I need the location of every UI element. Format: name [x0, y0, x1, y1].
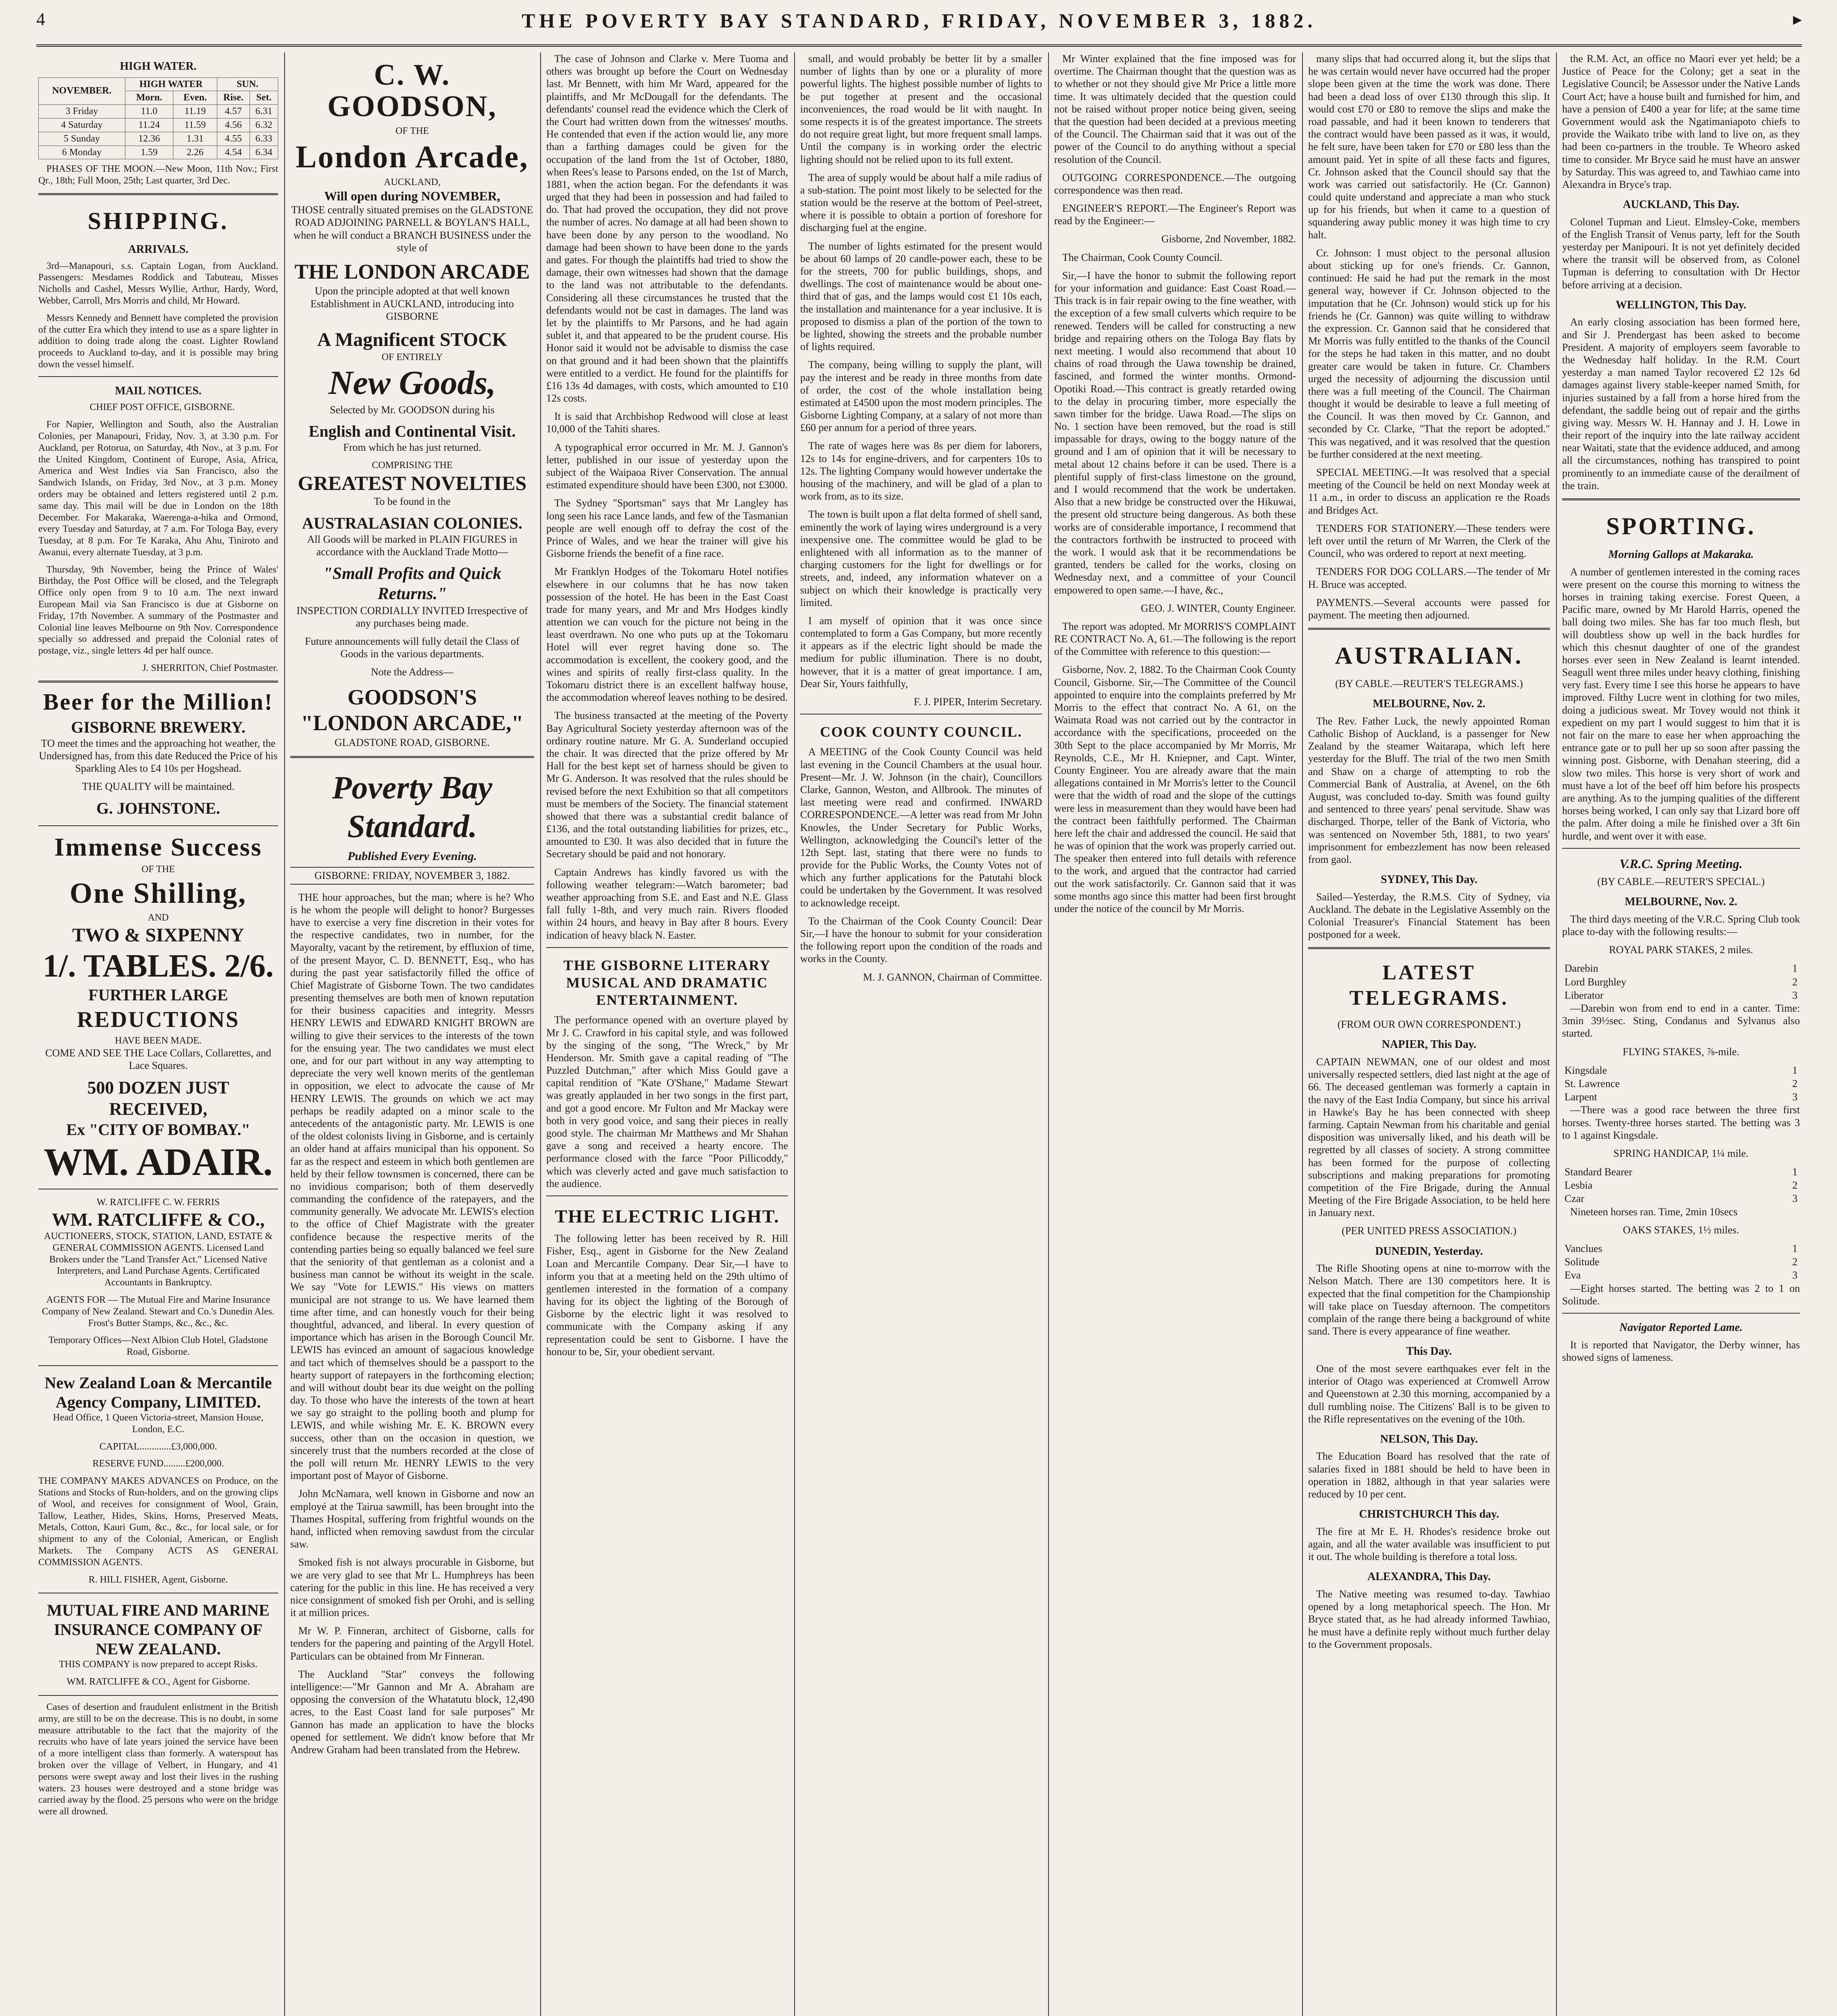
- press-association: (PER UNITED PRESS ASSOCIATION.): [1342, 1225, 1517, 1237]
- tables-title: 1/. TABLES. 2/6.: [43, 948, 274, 984]
- divider: [38, 1695, 278, 1696]
- tide-cell: 2.26: [173, 146, 217, 159]
- placing: 3: [1792, 989, 1797, 1001]
- tide-cell: 4.56: [217, 118, 250, 132]
- horse-name: Solitude: [1564, 1256, 1600, 1268]
- auckland-dateline: AUCKLAND, This Day.: [1623, 198, 1739, 211]
- tide-cell: 6 Monday: [39, 146, 125, 159]
- placing: 3: [1792, 1091, 1797, 1103]
- placing: 2: [1792, 1256, 1797, 1268]
- electric-light-text: The following letter has been received by R. Hill Fisher, Esq., agent in Gisborne for the New Zealand Loan and Mercantile Company. Dear Sir,—I have to inform you that at a meeting held on the 29th ultimo of gentlemen interested in the formation of a company having for its object the lighting of the Borough of Gisborne by the electric light it was resolved to communicate with the Company asking if any representation could be sent to Gisborne. I have the honour to be, Sir, your obedient servant.: [546, 1233, 788, 1358]
- table-row: [39, 105, 278, 119]
- tide-cell: 3 Friday: [39, 105, 125, 119]
- nelson-dateline: NELSON, This Day.: [1380, 1433, 1478, 1445]
- placing: 2: [1792, 1077, 1797, 1089]
- news-paragraph: Mr Winter explained that the fine imposed was for overtime. The Chairman thought that the question was as to whether or not they should give Mr Price a little more time. It was ultimately decided that the question could not be raised without proper notice being given, seeing that the question had been decided at a previous meeting of the Council. The Chairman said that it was out of the power of the Council to do anything without a special resolution of the Council.: [1054, 53, 1296, 165]
- flying-stakes-note: —There was a good race between the three first horses. Twenty-three horses started. The betting was 3 to 1 against Kingsdale.: [1562, 1104, 1800, 1141]
- tide-cell: 11.59: [173, 118, 217, 132]
- tide-cell: 12.36: [125, 132, 173, 146]
- christchurch-dateline: CHRISTCHURCH This day.: [1359, 1508, 1499, 1521]
- australian-heading: AUSTRALIAN.: [1335, 642, 1523, 669]
- auckland-label: AUCKLAND,: [384, 177, 441, 188]
- tide-header: Set.: [250, 91, 278, 105]
- news-paragraph: The Sydney "Sportsman" says that Mr Langley has long seen his race Lance lands, and few of the Tasmanian people are well enough off to defray the cost of the Prince of Wales, and we hear the trainer will give his Gisborne friends the benefit of a fine race.: [546, 497, 788, 560]
- mutual-text: THIS COMPANY is now prepared to accept Risks.: [59, 1659, 258, 1670]
- news-paragraph: Mr Franklyn Hodges of the Tokomaru Hotel notifies elsewhere in our columns that he has now taken possession of the hotel. He has been in the East Coast trade for many years, and Mr and Mrs Hodges kindly attention we can vouch for the picture not being in the least overdrawn. No one who puts up at the Tokomaru Hotel will ever regret having done so. The accommodation is excellent, the cookery good, and the wines and spirits of really first-class quality. In the Tokomaru district there is an excellent halfway house, the accommodation whereof leaves nothing to be desired.: [546, 566, 788, 704]
- lace-ship: Ex "CITY OF BOMBAY.": [66, 1120, 250, 1139]
- tide-cell: 11.24: [125, 118, 173, 132]
- published-note: Published Every Evening.: [347, 850, 477, 863]
- entirely: OF ENTIRELY: [381, 352, 443, 362]
- news-paragraph: The Auckland "Star" conveys the following intelligence:—"Mr Gannon and Mr A. Abraham are opposing the conversion of the Whatatutu block, 12,490 acres, to the East Coast land for sale purposes" Mr Gannon has made an application to have the blocks opened for settlement. We didn't know before that Mr Andrew Graham had been translated from the Hebrew.: [290, 1668, 534, 1756]
- divider: [546, 1195, 788, 1196]
- news-paragraph: John McNamara, well known in Gisborne and now an employé at the Tairua sawmill, has been brought into the Thames Hospital, suffering from frightful wounds on the hand, inflicted when removing sawdust from the circular saw.: [290, 1488, 534, 1550]
- tenders-collars: TENDERS FOR DOG COLLARS.—The tender of Mr H. Bruce was accepted.: [1308, 566, 1550, 590]
- lace-dozen: 500 DOZEN JUST RECEIVED,: [87, 1078, 229, 1119]
- horse-name: Kingsdale: [1564, 1064, 1607, 1076]
- ratcliffe-agents: AGENTS FOR — The Mutual Fire and Marine Insurance Company of New Zealand. Stewart and Co.'s Dunedin Ales. Frost's Butter Stamps, &c., &c., &c.: [42, 1295, 275, 1329]
- news-paragraph: The case of Johnson and Clarke v. Mere Tuoma and others was brought up before the Court on Wednesday last. Mr Bennett, with him Mr Ward, appeared for the plaintiffs, and Mr McDougall for the defendants. The defendants' counsel read the evidence which the Clerk of the Court had written down from the witnesses' mouths. He contended that even if the action would lie, any more than a farthing damages could be given for the occupation of the land from the 1st of October, 1880, when Rees's lease to Parsons ended, on the 1st of March, 1881, when the action began. For the defendants it was urged that they had been in possession and had failed to do. That had proved the occupation, they did not prove the number of acres. No damage at all had been shown to have been done by any person to the woodland. No damage had been shown to have been done to the yards and gates. For though the plaintiffs had tried to show the damage, their own witnesses had shown that the damage to the land was not attributable to the defendants. Considering all these circumstances he trusted that the defendants would not be cast in damages. The land was let by the plaintiffs to Mr Parsons, and he had again sublet it, and that appeared to be the prudent course. His Honor said it would not be advisable to dismiss the case on that ground and it had been shown that the plaintiffs were entitled to a verdict. He found for the plaintiffs for £16 13s 4d damages, with costs, which amounted to £10 12s costs.: [546, 53, 788, 404]
- high-water-title: HIGH WATER.: [120, 60, 197, 73]
- page-number: 4: [36, 9, 45, 29]
- shipping-note: Messrs Kennedy and Bennett have completed the provision of the cutter Era which they intend to use as a spare lighter in addition to doing trade along the coast. Lighter Rowland proceeds to Auckland to-day, and it is possible may bring down the vessel himself.: [38, 312, 278, 370]
- news-paragraph: Smoked fish is not always procurable in Gisborne, but we are very glad to see that Mr L. Humphreys has been catering for the public in this line. He has received a very nice consignment of smoked fish per Orohi, and is selling it at million prices.: [290, 1556, 534, 1619]
- selected: Selected by Mr. GOODSON during his: [330, 404, 495, 416]
- tide-header: NOVEMBER.: [39, 77, 125, 105]
- tide-cell: 6.32: [250, 118, 278, 132]
- sydney-dateline: SYDNEY, This Day.: [1381, 873, 1477, 886]
- australasian: AUSTRALASIAN COLONIES.: [302, 514, 522, 532]
- tide-header: Rise.: [217, 91, 250, 105]
- two-sixpenny: TWO & SIXPENNY: [72, 924, 244, 946]
- oaks-heading: OAKS STAKES, 1½ miles.: [1623, 1224, 1739, 1236]
- table-row: [1562, 1179, 1800, 1192]
- goodson-text-1: THOSE centrally situated premises on the GLADSTONE ROAD ADJOINING PARNELL & BOYLAN'S HALL, when he will conduct a BRANCH BUSINESS under the style of: [291, 204, 533, 254]
- horse-name: Standard Bearer: [1564, 1166, 1633, 1178]
- brewery-signature: G. JOHNSTONE.: [96, 799, 221, 817]
- goodson-ad: [290, 60, 534, 749]
- new-goods: New Goods,: [328, 364, 496, 402]
- column-6: [1308, 52, 1550, 2016]
- divider: [1308, 947, 1550, 949]
- newspaper-header: THE POVERTY BAY STANDARD, FRIDAY, NOVEMBER 3, 1882.: [522, 9, 1317, 32]
- arrivals-heading: ARRIVALS.: [128, 243, 189, 256]
- alexandra-dateline: ALEXANDRA, This Day.: [1367, 1570, 1491, 1583]
- royal-park-results: [1562, 962, 1800, 1002]
- reductions: REDUCTIONS: [77, 1007, 240, 1033]
- column-4: [800, 52, 1042, 2016]
- mail-text: For Napier, Wellington and South, also the Australian Colonies, per Manapouri, Friday, Nov. 3, at 3.30 p.m. For Auckland, per Rotorua, on Saturday, 4th Nov., at 3 p.m. For the United Kingdom, Continent of Europe, Asia, Africa, America and West Indies via San Francisco, also the Sandwich Islands, on Friday, 3rd Nov., at 3 p.m. Money orders may be obtained and letters registered until 2 p.m. same day. This mail will be due in London on the 18th December. For Makaraka, Waerenga-a-hika and Ormond, every Tuesday and Saturday, at 7 a.m. For Tologa Bay, every Tuesday, at 8 p.m. For Te Karaka, Ahu Ahu, Tiniroto and Awanui, every alternate Tuesday, at 3 p.m.: [38, 419, 278, 558]
- horse-name: Larpent: [1564, 1091, 1597, 1103]
- table-row: [39, 146, 278, 159]
- spring-handicap-note: Nineteen horses ran. Time, 2min 10secs: [1570, 1206, 1738, 1218]
- report-to: The Chairman, Cook County Council.: [1062, 251, 1223, 263]
- vrc-text: The third days meeting of the V.R.C. Spring Club took place to-day with the following results:—: [1562, 913, 1800, 938]
- column-3: [546, 52, 788, 2016]
- brewery-ad: [38, 690, 278, 818]
- table-row: [1562, 1192, 1800, 1205]
- brewery-quality: THE QUALITY will be maintained.: [82, 781, 235, 793]
- divider: [290, 756, 534, 758]
- nz-capital: CAPITAL.............£3,000,000.: [99, 1441, 217, 1452]
- royal-park-note: —Darebin won from end to end in a canter. Time: 3min 39½sec. Sting, Condanus and Sylvanus also started.: [1562, 1002, 1800, 1039]
- placing: 1: [1792, 1064, 1797, 1076]
- table-row: [1562, 1090, 1800, 1104]
- engineer-signature: GEO. J. WINTER, County Engineer.: [1140, 602, 1296, 614]
- inspection: INSPECTION CORDIALLY INVITED Irrespective of any purchases being made.: [296, 604, 528, 629]
- table-row: [1562, 975, 1800, 989]
- of-the: OF THE: [395, 126, 429, 137]
- table-row: [1562, 1268, 1800, 1282]
- placing: 1: [1792, 1166, 1797, 1178]
- mutual-ad: [38, 1601, 278, 1688]
- brewery-name: GISBORNE BREWERY.: [71, 718, 245, 736]
- ratcliffe-header: W. RATCLIFFE C. W. FERRIS: [96, 1197, 220, 1208]
- tide-header: Morn.: [125, 91, 173, 105]
- shipping-heading: SHIPPING.: [87, 207, 229, 234]
- one-shilling: One Shilling,: [69, 877, 247, 910]
- mail-heading: MAIL NOTICES.: [115, 384, 202, 397]
- masthead: [36, 9, 1802, 37]
- news-paragraph: A typographical error occurred in Mr. M. J. Gannon's letter, published in our issue of yesterday upon the subject of the Waipaoa River Conservation. The annual estimated expenditure should have been £300, not £3000.: [546, 441, 788, 491]
- magnificent-stock: A Magnificent STOCK: [317, 329, 508, 350]
- tide-cell: 1.59: [125, 146, 173, 159]
- greatest-novelties: GREATEST NOVELTIES: [297, 472, 527, 495]
- mail-text-2: Thursday, 9th November, being the Prince of Wales' Birthday, the Post Office will be closed, and the Telegraph Office only open from 9 to 10 a.m. The next inward European Mail via San Francisco is due at Gisborne on Friday, 17th November. A summary of the Postmaster and Colonial line leaves Melbourne on 9th Nov. Correspondence specially so addressed and prepaid the Colonial rates of postage, viz., single letters 4d per half ounce.: [38, 564, 278, 656]
- special-meeting: SPECIAL MEETING.—It was resolved that a special meeting of the Council be held on next Monday week at 11 a.m., in order to discuss an application re the Roads and Bridges Act.: [1308, 467, 1550, 516]
- ratcliffe-name: WM. RATCLIFFE & CO.,: [52, 1209, 265, 1230]
- table-row: [1562, 1255, 1800, 1268]
- letter-text: To the Chairman of the Cook County Council: Dear Sir,—I have the honour to submit for your consideration the following report upon the condition of the roads and works in the County.: [800, 915, 1042, 965]
- horse-name: Lord Burghley: [1564, 976, 1627, 988]
- wellington-dateline: WELLINGTON, This Day.: [1615, 298, 1747, 311]
- trade-motto: "Small Profits and Quick Returns.": [323, 564, 501, 604]
- beer-title: Beer for the Million!: [43, 688, 274, 715]
- horse-name: Lesbia: [1564, 1179, 1593, 1191]
- royal-park-heading: ROYAL PARK STAKES, 2 miles.: [1609, 944, 1753, 956]
- own-correspondent: (FROM OUR OWN CORRESPONDENT.): [1337, 1018, 1521, 1031]
- have-been-made: HAVE BEEN MADE.: [115, 1035, 202, 1046]
- flying-stakes-results: [1562, 1064, 1800, 1104]
- english-continental: English and Continental Visit.: [308, 422, 516, 441]
- placing: 3: [1792, 1269, 1797, 1281]
- latest-telegrams-heading: LATEST TELEGRAMS.: [1349, 961, 1509, 1010]
- column-rule: [1048, 52, 1049, 2016]
- melbourne-dateline: MELBOURNE, Nov. 2.: [1373, 698, 1485, 710]
- column-rule: [284, 52, 285, 2016]
- mail-signature: J. SHERRITON, Chief Postmaster.: [142, 663, 278, 674]
- nz-loan-title: New Zealand Loan & Mercantile Agency Company, LIMITED.: [44, 1373, 272, 1411]
- news-paragraph: The report was adopted. Mr MORRIS'S COMPLAINT RE CONTRACT No. A, 61.—The following is the report of the Committee with reference to this question:—: [1054, 620, 1296, 658]
- future-announcements: Future announcements will fully detail the Class of Goods in the various departments.: [305, 635, 520, 660]
- nz-signature: R. HILL FISHER, Agent, Gisborne.: [88, 1574, 228, 1585]
- divider: [38, 825, 278, 826]
- divider: [546, 947, 788, 948]
- flying-stakes-heading: FLYING STAKES, ⅞-mile.: [1623, 1045, 1739, 1058]
- column-7: [1562, 52, 1800, 2016]
- ratcliffe-ad: [38, 1197, 278, 1358]
- tide-cell: 4 Saturday: [39, 118, 125, 132]
- table-row: [1562, 1242, 1800, 1255]
- divider: [38, 376, 278, 377]
- address-3: GLADSTONE ROAD, GISBORNE.: [334, 737, 490, 749]
- goodson-name: C. W. GOODSON,: [327, 58, 497, 123]
- dunedin-text: The Rifle Shooting opens at nine to-morrow with the Nelson Match. There are 130 competitors here. It is expected that the final competition for the Championship will take place on Tuesday afternoon. The competitors complain of the range there being a background of white sand. There is every appearance of fine weather.: [1308, 1262, 1550, 1337]
- horse-name: Czar: [1564, 1193, 1585, 1205]
- table-row: [39, 118, 278, 132]
- napier-dateline: NAPIER, This Day.: [1381, 1038, 1477, 1051]
- news-paragraph: I am myself of opinion that it was once since contemplated to form a Gas Company, but more recently it appears as if the electric light should be made the medium for public illumination. There is no doubt, however, that it is a matter of great importance. I am, Dear Sir, Yours faithfully,: [800, 614, 1042, 689]
- arrivals-text: 3rd—Manapouri, s.s. Captain Logan, from Auckland. Passengers: Mesdames Roddick and Tabuteau, Misses Nicholls and Cashel, Messrs Wyllie, Arthur, Hardy, Word, Webber, Carroll, Mrs Morris and child, Mr Howard.: [38, 260, 278, 306]
- horse-name: Liberator: [1564, 989, 1604, 1001]
- news-paragraph: the R.M. Act, an office no Maori ever yet held; be a Justice of Peace for the Colony; get a seat in the Legislative Council; be Assessor under the Native Lands Court Act; have a house built and furnished for him, and have a pension of £400 a year for life; at the same time Government would ask the Ngatimaniapoto chiefs to provide the Waikato tribe with land to live on, as they had been co-partners in the trouble. Te Wheoro asked time to consider. Mr Bryce said he must have an answer by Saturday. This was agreed to, and Tawhiao came into Alexandra in Bryce's trap.: [1562, 53, 1800, 190]
- tide-table: [38, 77, 278, 160]
- tide-cell: 4.55: [217, 132, 250, 146]
- gallops-text: A number of gentlemen interested in the coming races were present on the course this morning to witness the horses in training taking exercise. Forest Queen, a Pacific mare, owned by Mr Harold Harris, opened the ball doing two miles. She has far too much flesh, but will doubtless show up well in the back hurdles for which this chesnut daughter of one of the grandest horses ever seen in New Zealand is learnt intended. Seagull went three miles under heavy clothing, finishing very fast. Every time I see this horse he appears to have improved. Filthy Lucre went in clothing for two miles, doing a judicious sweat. Mr Tovey would not think it expedient on my part I would suggest to him that it is not fair on the mare to ease her when approaching the entrance gate or to pull her up so soon after passing the winning post. Gisborne, with Denahan steering, did a slow two miles. This horse is very short of work and must have a lot of the beef off him before his prospects are anything. As to the jumping qualities of the different horses being worked, I can only say that Lizard bore off the palm. After doing a mile he finished over a 3ft 6in hurdle, and went over it with ease.: [1562, 566, 1800, 842]
- nz-text: THE COMPANY MAKES ADVANCES on Produce, on the Stations and Stocks of Run-holders, and on the growing clips of Wool, and receives for consignment of Wool, Grain, Tallow, Leather, Hides, Skins, Horns, Preserved Meats, Metals, Cotton, Kauri Gum, &c., &c., for local sale, or for shipment to any of the Colonial, American, or English Markets. The Company ACTS AS GENERAL COMMISSION AGENTS.: [38, 1476, 278, 1568]
- goods-marked: All Goods will be marked in PLAIN FIGURES in accordance with the Auckland Trade Motto—: [307, 533, 518, 558]
- dateline: GISBORNE: FRIDAY, NOVEMBER 3, 1882.: [290, 867, 534, 884]
- tide-group: HIGH WATER: [125, 77, 217, 91]
- oaks-note: —Eight horses started. The betting was 2 to 1 on Solitude.: [1562, 1282, 1800, 1307]
- column-5: [1054, 52, 1296, 2016]
- the-london-arcade: THE LONDON ARCADE: [294, 260, 530, 283]
- vrc-dateline: MELBOURNE, Nov. 2.: [1625, 896, 1737, 908]
- ratcliffe-text: AUCTIONEERS, STOCK, STATION, LAND, ESTATE & GENERAL COMMISSION AGENTS. Licensed Land Brokers under the "Land Transfer Act." Licensed Native Interpreters, and Land Purchase Agents. Certificated Accountants in Bankruptcy.: [44, 1231, 273, 1288]
- news-paragraph: It is said that Archbishop Redwood will close at least 10,000 of the Tahiti shares.: [546, 410, 788, 435]
- tide-cell: 6.34: [250, 146, 278, 159]
- placing: 2: [1792, 1179, 1797, 1191]
- placing: 1: [1792, 1243, 1797, 1255]
- news-paragraph: Cases of desertion and fraudulent enlistment in the British army, are still to be on the decrease. This is no doubt, in some measure attributable to the fact that the majority of the recruits who have of late years joined the service have been of a more intelligent class than formerly. A waterspout has broken over the village of Velbert, in Hungary, and 41 persons were swept away and lost their lives in the rushing waters. 23 houses were destroyed and a stone bridge was carried away by the flood. 25 persons who were on the bridge were all drowned.: [38, 1702, 278, 1817]
- corner-mark: ▸: [1793, 9, 1802, 29]
- table-row: [39, 132, 278, 146]
- horse-name: Vanclues: [1564, 1243, 1602, 1255]
- sydney-text: Sailed—Yesterday, the R.M.S. City of Sydney, via Auckland. The debate in the Legislative Assembly on the Colonial Treasurer's Financial Statement has been postponed for a week.: [1308, 891, 1550, 941]
- placing: 3: [1792, 1193, 1797, 1205]
- table-row: [1562, 989, 1800, 1002]
- news-paragraph: The town is built upon a flat delta formed of shell sand, eminently the work of laying wires underground is a very inexpensive one. The committee would be glad to be enlightened with all information as to the manner of charging customers for the light for dwellings or for streets, and, indeed, any information whatever on a subject on which their knowledge is practically very limited.: [800, 508, 1042, 608]
- christchurch-text: The fire at Mr E. H. Rhodes's residence broke out again, and all the water available was insufficient to put it out. The whole building is therefore a total loss.: [1308, 1525, 1550, 1563]
- header-rule: [36, 44, 1802, 47]
- dunedin-dateline: DUNEDIN, Yesterday.: [1375, 1245, 1483, 1258]
- report-date: Gisborne, 2nd November, 1882.: [1161, 233, 1296, 245]
- letter-signature: F. J. PIPER, Interim Secretary.: [913, 696, 1042, 708]
- alexandra-text: The Native meeting was resumed to-day. Tawhiao opened by a long metaphorical speech. The Hon. Mr Bryce stated that, as he had already informed Tawhiao, he must have a definite reply without much further delay to the Government proposals.: [1308, 1588, 1550, 1650]
- news-paragraph: The company, being willing to supply the plant, will pay the interest and be ready in three months from date of order, the cost of the whole installation being estimated at £4500 upon the most modern principles. The Gisborne Lighting Company, at a salary of not more than £60 per annum for a period of three years.: [800, 359, 1042, 434]
- brewery-text: TO meet the times and the approaching hot weather, the Undersigned has, from this date Reduced the Price of his Sparkling Ales to £4 10s per Hogshead.: [39, 737, 278, 775]
- spring-handicap-heading: SPRING HANDICAP, 1¼ mile.: [1613, 1147, 1749, 1159]
- address-2: "LONDON ARCADE,": [301, 711, 524, 735]
- news-paragraph: The area of supply would be about half a mile radius of a sub-station. The point most likely to be selected for the station would be the reserve at the bottom of Peel-street, where it is possible to obtain a portion of foreshore for discharging fuel at the engine.: [800, 171, 1042, 234]
- news-paragraph: Mr W. P. Finneran, architect of Gisborne, calls for tenders for the papering and painting of the Argyll Hotel. Particulars can be obtained from Mr Finneran.: [290, 1625, 534, 1662]
- vrc-cable: (BY CABLE.—REUTER'S SPECIAL.): [1597, 876, 1765, 888]
- tide-cell: 6.31: [250, 105, 278, 119]
- sporting-heading: SPORTING.: [1606, 513, 1756, 539]
- tenders-stationery: TENDERS FOR STATIONERY.—These tenders were left over until the return of Mr Warren, the Clerk of the Council, who was ordered to report at next meeting.: [1308, 522, 1550, 560]
- editorial: THE hour approaches, but the man; where is he? Who is he whom the people will delight to honor? Burgesses have to exercise a very fine discretion in their votes for the respective candidates, two in number, for the Mayoralty, vacant by the retirement, by effluxion of time, of the present Mayor, C. D. BENNETT, Esq., who has during the past year satisfactorily filled the office of Chief Magistrate of Gisborne Town. The two candidates presenting themselves are both men of known reputation for their business capacities and integrity. Messrs HENRY LEWIS and EDWARD KNIGHT BROWN are willing to give their services to the interests of the town for the ensuing year. The two candidates we must elect one, and for our part without in any way attempting to depreciate the very well known merits of the gentleman in opposition, we elect to advocate the cause of Mr HENRY LEWIS. The grounds on which we act may perhaps be readily adapted on a minor scale to the antecedents of the antagonistic party. Mr. LEWIS is one of the oldest colonists living in Gisborne, and is certainly an older hand at affairs municipal than his opponent. So far as the respect and esteem in which both gentlemen are held by their fellow townsmen is concerned, there can be no invidious comparison; both of them deservedly commanding the confidence of the ratepayers, and the community generally. We advocate Mr. LEWIS's election to the office of Chief Magistrate with the greater confidence because the respective merits of the contending parties being so equally balanced we feel sure that the seniority of that gentleman as a colonist and a business man cannot be without its weight in the scale. We say "Vote for LEWIS." His views on matters municipal are not strange to us. We have learned them time after time, and can honestly vouch for their being thoughtful, advanced, and liberal. In every question of importance which has arisen in the Borough Council Mr. LEWIS has evinced an amount of sagacious knowledge and tact which of themselves should be a passport to the hearty support of ratepayers in the forthcoming election; and will without doubt bear its due weight on the polling day. To those who have the interests of the town at heart we say go straight to the polling booth and plump for LEWIS, and while wishing Mr. E. K. BROWN every success, other than on the occasion in question, we sincerely trust that the numbers recorded at the close of the poll will return Mr. HENRY LEWIS to the very important post of Mayor of Gisborne.: [290, 891, 534, 1482]
- navigator-text: It is reported that Navigator, the Derby winner, has showed signs of lameness.: [1562, 1339, 1800, 1363]
- spring-handicap-results: [1562, 1165, 1800, 1206]
- oaks-results: [1562, 1242, 1800, 1282]
- tide-cell: 4.54: [217, 146, 250, 159]
- mutual-signature: WM. RATCLIFFE & CO., Agent for Gisborne.: [67, 1677, 250, 1687]
- tide-cell: 11.19: [173, 105, 217, 119]
- news-paragraph: The number of lights estimated for the present would be about 60 lamps of 20 candle-power each, these to be for the streets, 700 for public buildings, shops, and dwellings. The cost of maintenance would be about one-third that of gas, and the lamps would cost £1 10s each, the installation and maintenance for a year inclusive. It is proposed to dismiss a plan of the portion of the town to be lighted, showing the streets and the probable number of lights required.: [800, 240, 1042, 353]
- tide-group: SUN.: [217, 77, 278, 91]
- to-be-found: To be found in the: [374, 496, 451, 508]
- divider: [1562, 848, 1800, 849]
- column-rule: [1556, 52, 1557, 2016]
- horse-name: Darebin: [1564, 962, 1598, 975]
- wellington-text: An early closing association has been formed here, and Sir J. Prendergast has been asked to become President. A majority of employers seem favorable to the Wednesday half holiday. In the R.M. Court yesterday a man named Taylor recovered £2 12s 6d damages against livery stable-keeper named Smith, for injuries sustained by a fall from a horse hired from the defendant, the saddle being out of repair and the girths giving way. Messrs W. H. Hannay and J. H. Lowe in their report of the inquiry into the late railway accident near Waitati, state that the evidence adduced, and among all the circumstances, nothing has transpired to point prominently to an immediate cause of the derailment of the train.: [1562, 316, 1800, 492]
- tide-header: Even.: [173, 91, 217, 105]
- melbourne-text: The Rev. Father Luck, the newly appointed Roman Catholic Bishop of Auckland, is a passenger for New Zealand by the steamer Waitarapa, which left here yesterday for the Bluff. The trial of the two men Smith and Shaw on a charge of attempting to rob the Commercial Bank of Australia, at Avenel, on the 6th August, was concluded to-day. Smith was found guilty and sentenced to three years' penal servitude. Shaw was discharged. Thorpe, teller of the Bank of Victoria, who was sentenced on November 5th, 1881, to two years' imprisonment for embezzlement has now been released from gaol.: [1308, 715, 1550, 865]
- divider: [38, 1365, 278, 1366]
- navigator-heading: Navigator Reported Lame.: [1619, 1321, 1743, 1334]
- news-paragraph: The business transacted at the meeting of the Poverty Bay Agricultural Society yesterday afternoon was of the ordinary routine nature. Mr G. A. Sunderland occupied the chair. It was directed that the prize offered by Mr Hall for the best kept set of harness should be given to Mr G. Anderson. It was resolved that the rules should be revised before the next Exhibition so that all competitors must be members of the Society. The financial statement showed that there was a substantial credit balance of £136, and the total outstanding liabilities for prizes, etc., amounted to £30. It was also decided that in future the Secretary should be paid and not honorary.: [546, 710, 788, 860]
- note-address: Note the Address—: [370, 666, 454, 678]
- news-paragraph: Captain Andrews has kindly favored us with the following weather telegram:—Watch barometer; bad weather approaching from S.E. and East and N.E. Glass fall fully 1-8th, and very much rain. Rivers flooded within 24 hours, and heavy in Bay after 8 hours. Every indication of heavy black N. Easter.: [546, 866, 788, 941]
- table-row: [1562, 1165, 1800, 1179]
- news-paragraph: Cr. Johnson: I must object to the personal allusion about sticking up for one's friends. Cr. Gannon, continued: He said he had put the remark in the most general way, however if Cr. Johnson objected to the imputation that he (Cr. Johnson) would stick up for his friends he (Cr. Gannon) was quite willing to withdraw the expression. Cr. Gannon said that he considered that Mr Morris was fully entitled to the thanks of the Council for the steps he had taken in this matter, and no doubt greater care would be taken in future. Cr. Chambers urged the necessity of adjourning the discussion until there was a full meeting of the Council. The Chairman thought it would be desirable to leave a full meeting of the Council. It was then moved by Cr. Gannon, and seconded by Cr. Clarke, "That the report be adopted." This was negatived, and it was resolved that the question be further considered at the next meeting.: [1308, 247, 1550, 460]
- column-rule: [540, 52, 541, 2016]
- auckland-text: Colonel Tupman and Lieut. Elmsley-Coke, members of the English Transit of Venus party, left for the South yesterday per Manipouri. It is not yet definitely decided where the transit will be observed from, as Colonel Tupman is deferring to consultation with Dr Hector before arriving at a decision.: [1562, 216, 1800, 291]
- column-rule: [794, 52, 795, 2016]
- success-and: AND: [148, 912, 169, 923]
- goodson-text-2: Upon the principle adopted at that well known Establishment in AUCKLAND, introducing into GISBORNE: [310, 285, 514, 322]
- divider: [1562, 498, 1800, 500]
- by-cable: (BY CABLE.—REUTER'S TELEGRAMS.): [1335, 678, 1523, 690]
- divider: [38, 193, 278, 195]
- engineer-report: Sir,—I have the honor to submit the following report for your information and guidance: East Coast Road.—This track is in fair repair owing to the fine weather, with the exception of a few small culverts which require to be renewed. Tenders will be called for constructing a new bridge and repairing others on the Tologa Bay flats by next meeting. I would also recommend that about 10 chains of road through the Uawa township be drained, fascined, and formed the winter months. Ormond-Opotiki Road.—This contract is greatly retarded owing to the delay in procuring timber, more especially the sawn timber for the bridge. Uawa Road.—The slips on No. 1 section have been removed, but the road is still impassable for drays, owing to the boggy nature of the ground and I am of opinion that it will be necessary to metal about 12 chains before it can be used. There is a plentiful supply of first-class limestone on the ground, and I would recommend that the work be undertaken. Also that a new bridge be constructed over the Hikuwai, the present old structure being dangerous. As both these works are of considerable importance, I recommend that the contractors forthwith be instructed to proceed with the work. I would ask that it be recommendations be granted, tenders be called for the works, closing on Wednesday next, and a committee of your Council empowered to open same.—I have, &c.,: [1054, 269, 1296, 596]
- address-1: GOODSON'S: [347, 685, 477, 709]
- napier-text: CAPTAIN NEWMAN, one of our oldest and most universally respected settlers, died last night at the age of 66. The deceased gentleman was formerly a captain in the navy of the East India Company, but since his arrival in Hawke's Bay he has been connected with sheep farming. Captain Newman from his charitable and genial disposition was universally liked, and his death will be regretted by all classes of society. A strong committee has been formed for the purpose of collecting subscriptions and making preparations for promoting competition of the Fire Brigade, during the Annual Meeting of the Fire Brigade Association, to be held here in January next.: [1308, 1056, 1550, 1219]
- engineer-report-heading: ENGINEER'S REPORT.—The Engineer's Report was read by the Engineer:—: [1054, 202, 1296, 227]
- table-row: [1562, 962, 1800, 975]
- nelson-text: The Education Board has resolved that the rate of salaries fixed in 1881 should be held to have been in operation in 1882, although in that year salaries were reduced by 10 per cent.: [1308, 1450, 1550, 1500]
- news-paragraph: small, and would probably be better lit by a smaller number of lights than by one or a plurality of more powerful lights. The highest possible number of lights to be put together at present and the occasional inconveniences, the road would be lit with naught. In some respects it is of the greatest importance. The streets do not require great light, but more frequent small lamps. Until the company is in working order the electric lighting should not be relied upon to its full extent.: [800, 53, 1042, 165]
- column-rule: [1302, 52, 1303, 2016]
- newspaper-title: Poverty Bay Standard.: [332, 770, 493, 845]
- committee-signature: M. J. GANNON, Chairman of Committee.: [863, 971, 1042, 983]
- placing: 1: [1792, 962, 1797, 975]
- drapery-ad: [38, 833, 278, 1182]
- success-title: Immense Success: [54, 832, 262, 861]
- news-paragraph: many slips that had occurred along it, but the slips that he was certain would never have occurred had the proper slope been given at the time the work was done. There had been a dead loss of over £130 through this slip. It would cost £70 or £80 to remove the slips and make the road passable, and had it been known to tenderers that the contract would have been passed as it was, it would, he felt sure, have been taken for £70 or £80 less than the amount paid. Yet in spite of all these facts and figures, Cr. Johnson asked that the Council should say that the work was carried out satisfactorily. He (Cr. Gannon) could quite understand and appreciate a man who stuck up for his friends, but when it came to a question of squandering away public money it was high time to cry halt.: [1308, 53, 1550, 241]
- cook-council-heading: COOK COUNTY COUNCIL.: [820, 724, 1022, 740]
- success-of: OF THE: [141, 864, 175, 875]
- from-which: From which he has just returned.: [343, 442, 481, 454]
- open-notice: Will open during NOVEMBER,: [324, 188, 500, 203]
- comprising: COMPRISING THE: [372, 460, 453, 471]
- tide-cell: 5 Sunday: [39, 132, 125, 146]
- moon-phases: PHASES OF THE MOON.—New Moon, 11th Nov.; First Qr., 18th; Full Moon, 25th; Last quarter, 3rd Dec.: [38, 164, 278, 186]
- thisday-dateline: This Day.: [1406, 1345, 1452, 1358]
- table-row: [1562, 1064, 1800, 1077]
- entertainment-text: The performance opened with an overture played by Mr J. C. Crawford in his capital style, and was followed by the singing of the song, "The Wreck," by Mr Henderson. Mr. Smith gave a capital reading of "The Puzzled Dutchman," after which Miss Gould gave a capital rendition of "Kate O'Shane," Madame Stewart was greatly applauded in her two songs in the first part, and got a good encore. Mr Fulton and Mr Mackay were both in very good voice, and sang their pieces in really good style. The chairman Mr Matthews and Mr Shahan gave a song and received a hearty encore. The performance closed with the farce "Poor Pillicoddy," which was cleverly acted and gave much satisfaction to the audience.: [546, 1014, 788, 1189]
- outgoing-correspondence: OUTGOING CORRESPONDENCE.—The outgoing correspondence was then read.: [1054, 171, 1296, 196]
- news-paragraph: Gisborne, Nov. 2, 1882. To the Chairman Cook County Council, Gisborne. Sir,—The Committee of the Council appointed to enquire into the complaints preferred by Mr Morris to the effect that contract No. A 61, on the Waimata Road was not carried out by the contractor in accordance with the specifications, proceeded on the 30th Sept to the place accompanied by Mr Morris, Mr Reynolds, C.E., Mr H. Kniepner, and Capt. Winter, County Engineer. You are already aware that the main allegations contained in Mr Morris's letter to the Council were that the width of road and the slope of the cuttings were less in measurement than they would have been had the contract been faithfully performed. The Chairman here left the chair and addressed the council. He said that he was of opinion that the work was properly carried out. The speaker then entered into full details with reference to the work, and argued that the contractor had carried out the work satisfactorily. Cr. Gannon said that it was some months ago since this matter had been first brought under the notice of the council by Mr Morris.: [1054, 664, 1296, 914]
- nz-reserve: RESERVE FUND.........£200,000.: [92, 1458, 224, 1469]
- ratcliffe-offices: Temporary Offices—Next Albion Club Hotel, Gladstone Road, Gisborne.: [48, 1335, 268, 1358]
- electric-light-heading: THE ELECTRIC LIGHT.: [555, 1206, 780, 1227]
- news-paragraph: The rate of wages here was 8s per diem for laborers, 12s to 14s for engine-drivers, and for carpenters 10s to 12s. The lighting Company would however undertake the housing of the machinery, and will be glad of a plan to work from, as to its size.: [800, 440, 1042, 502]
- divider: [1562, 1313, 1800, 1314]
- adair-name: WM. ADAIR.: [44, 1140, 273, 1184]
- mutual-title: MUTUAL FIRE AND MARINE INSURANCE COMPANY OF NEW ZEALAND.: [47, 1601, 270, 1658]
- divider: [38, 681, 278, 683]
- nz-loan-ad: [38, 1373, 278, 1585]
- tide-cell: 6.33: [250, 132, 278, 146]
- horse-name: St. Lawrence: [1564, 1077, 1620, 1089]
- horse-name: Eva: [1564, 1269, 1581, 1281]
- arcade-title: London Arcade,: [295, 139, 529, 175]
- tide-cell: 4.57: [217, 105, 250, 119]
- payments: PAYMENTS.—Several accounts were passed for payment. The meeting then adjourned.: [1308, 596, 1550, 621]
- cook-council-text: A MEETING of the Cook County Council was held last evening in the Council Chambers at the usual hour. Present—Mr. J. W. Johnson (in the chair), Councillors Clarke, Gannon, Weston, and Allbrook. The minutes of last meeting were read and confirmed. INWARD CORRESPONDENCE.—A letter was read from Mr John Knowles, the Under Secretary for Public Works, Wellington, acknowledging the Council's letter of the 12th Sept. last, stating that there were no funds to provide for the Public Works, the County Votes not of which any further applications for the Patutahi block could be undertaken by the Government. It was resolved to acknowledge receipt.: [800, 746, 1042, 909]
- entertainment-heading: THE GISBORNE LITERARY MUSICAL AND DRAMATIC ENTERTAINMENT.: [563, 957, 771, 1008]
- column-1: [38, 52, 278, 2016]
- tide-cell: 1.31: [173, 132, 217, 146]
- placing: 2: [1792, 976, 1797, 988]
- nz-loan-office: Head Office, 1 Queen Victoria-street, Mansion House, London, E.C.: [53, 1412, 264, 1435]
- mail-subheading: CHIEF POST OFFICE, GISBORNE.: [89, 402, 235, 413]
- gallops-heading: Morning Gallops at Makaraka.: [1608, 548, 1754, 561]
- further-large: FURTHER LARGE: [88, 986, 228, 1004]
- column-2: [290, 52, 534, 2016]
- tide-cell: 11.0: [125, 105, 173, 119]
- lace-text: COME AND SEE THE Lace Collars, Collarettes, and Lace Squares.: [45, 1047, 271, 1072]
- vrc-heading: V.R.C. Spring Meeting.: [1619, 856, 1743, 871]
- thisday-text: One of the most severe earthquakes ever felt in the interior of Otago was experienced at Cromwell Arrow and Queenstown at 2.30 this morning, accompanied by a dull rumbling noise. The Citizens' Ball is to be given to the Rifle representatives on the evening of the 10th.: [1308, 1362, 1550, 1425]
- table-row: [1562, 1077, 1800, 1090]
- divider: [1308, 628, 1550, 630]
